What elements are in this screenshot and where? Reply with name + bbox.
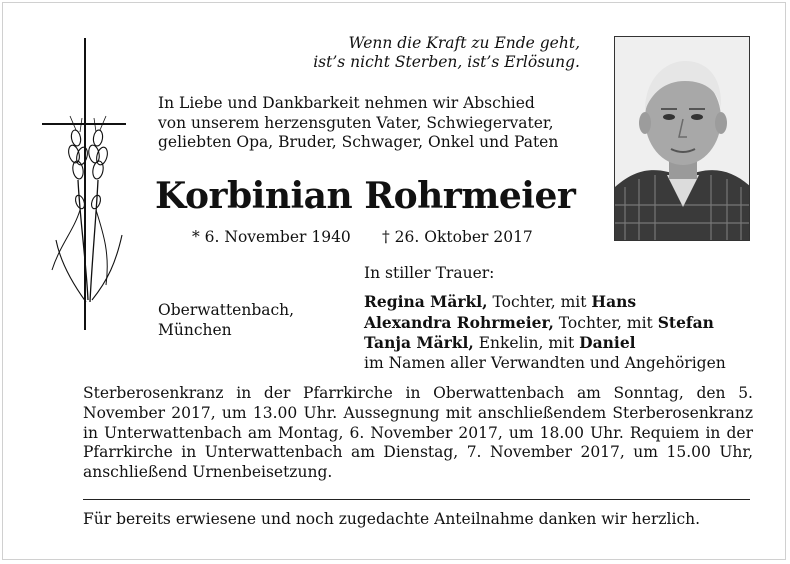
mourner-row [364,292,784,313]
deceased-name: Korbinian Rohrmeier [155,175,576,217]
mourners-list [364,292,784,373]
mourner-name: Tanja Märkl, [364,333,474,352]
portrait-image [615,37,750,241]
cross-with-wheat-icon [30,30,140,330]
poem-line-1: Wenn die Kraft zu Ende geht, [348,34,580,52]
intro-line-1: In Liebe und Dankbarkeit nehmen wir Abschied [158,94,535,112]
mourner-partner: Hans [591,292,637,311]
intro-line-2: von unserem herzensguten Vater, Schwiegervater, [158,113,554,132]
birth-date: * 6. November 1940 [192,228,351,246]
mourners-heading: In stiller Trauer: [364,264,495,282]
poem [250,34,580,72]
mourner-row [364,313,784,334]
mourner-partner: Stefan [657,312,714,332]
intro-line-3: geliebten Opa, Bruder, Schwager, Onkel und Paten [158,133,559,151]
poem-line-2: ist’s nicht Sterben, ist’s Erlösung. [313,53,580,71]
service-details: Sterberosenkranz in der Pfarrkirche in Oberwattenbach am Sonntag, den 5. November 2017, um 13.00 Uhr. Aussegnung mit anschließendem Sterberosenkranz in Unterwattenbach am Montag, 6. November 2017, um 18.00 Uhr. Requiem in der Pfarrkirche in Unterwattenbach am Dienstag, 7. November 2017, um 15.00 Uhr, anschließend Urnenbeisetzung. [83,384,753,482]
mourner-row [364,333,784,354]
death-date: † 26. Oktober 2017 [382,228,533,246]
location [158,300,294,340]
divider [83,499,750,500]
portrait-photo [614,36,750,241]
thanks-line: Für bereits erwiesene und noch zugedachte Anteilnahme danken wir herzlich. [83,510,701,528]
location-line-1: Oberwattenbach, [158,301,295,319]
intro-text [158,94,583,153]
mourner-relation: Enkelin, mit [473,334,580,352]
mourner-name: Regina Märkl, [364,292,488,311]
mourner-name: Alexandra Rohrmeier, [364,312,554,332]
location-line-2: München [158,321,232,339]
mourners-closing: im Namen aller Verwandten und Angehörigen [364,353,726,372]
mourner-relation: Tochter, mit [553,313,658,332]
mourner-relation: Tochter, mit [487,293,592,311]
mourner-partner: Daniel [579,333,636,352]
